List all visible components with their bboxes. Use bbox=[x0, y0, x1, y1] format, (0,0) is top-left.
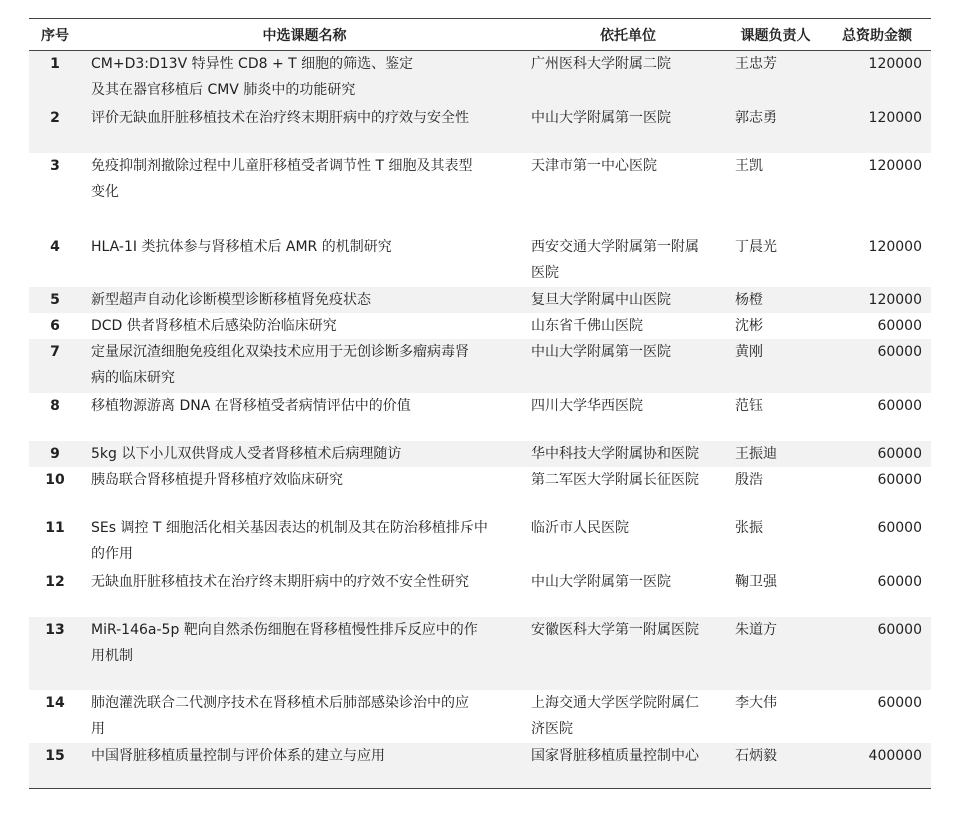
cell-unit: 中山大学附属第一医院 bbox=[528, 105, 728, 153]
cell-lead: 王凯 bbox=[735, 158, 763, 174]
cell-unit: 四川大学华西医院 bbox=[531, 398, 643, 414]
cell-lead: 殷浩 bbox=[735, 472, 763, 488]
cell-lead: 李大伟 bbox=[735, 695, 777, 711]
cell-unit: 中山大学附属第一医院 bbox=[528, 339, 728, 393]
cell-title: 评价无缺血肝脏移植技术在治疗终末期肝病中的疗效与安全性 bbox=[81, 105, 528, 153]
cell-no: 4 bbox=[50, 239, 60, 255]
cell-title: 肺泡灌洗联合二代测序技术在肾移植术后肺部感染诊治中的应 用 bbox=[91, 695, 469, 737]
cell-unit: 第二军医大学附属长征医院 bbox=[531, 472, 699, 488]
cell-unit: 天津市第一中心医院 bbox=[531, 158, 657, 174]
cell-no: 3 bbox=[50, 158, 60, 174]
header-lead: 课题负责人 bbox=[740, 27, 811, 44]
table-row bbox=[29, 234, 931, 287]
cell-lead: 王振迪 bbox=[728, 441, 823, 467]
cell-lead: 鞠卫强 bbox=[735, 574, 777, 590]
cell-amount: 60000 bbox=[877, 695, 922, 711]
table-row bbox=[29, 690, 931, 743]
cell-lead: 张振 bbox=[735, 520, 763, 536]
cell-no: 13 bbox=[29, 617, 81, 690]
cell-amount: 60000 bbox=[823, 617, 931, 690]
cell-lead: 沈彬 bbox=[735, 318, 763, 334]
cell-lead: 丁晨光 bbox=[735, 239, 777, 255]
header-unit: 依托单位 bbox=[600, 27, 656, 44]
cell-title: SEs 调控 T 细胞活化相关基因表达的机制及其在防治移植排斥中 的作用 bbox=[91, 520, 488, 562]
cell-title: 定量尿沉渣细胞免疫组化双染技术应用于无创诊断多瘤病毒肾 病的临床研究 bbox=[81, 339, 528, 393]
cell-unit: 国家肾脏移植质量控制中心 bbox=[528, 743, 728, 789]
cell-amount: 120000 bbox=[868, 158, 922, 174]
table-row bbox=[29, 617, 931, 690]
cell-title: CM+D3:D13V 特异性 CD8 + T 细胞的筛选、鉴定 及其在器官移植后 CMV 肺炎中的功能研究 bbox=[81, 51, 528, 106]
cell-lead: 朱道方 bbox=[728, 617, 823, 690]
cell-unit: 中山大学附属第一医院 bbox=[531, 574, 671, 590]
table-row bbox=[29, 105, 931, 153]
cell-title: 胰岛联合肾移植提升肾移植疗效临床研究 bbox=[91, 472, 343, 488]
cell-amount: 60000 bbox=[877, 398, 922, 414]
table-row bbox=[29, 441, 931, 467]
cell-title: DCD 供者肾移植术后感染防治临床研究 bbox=[91, 318, 337, 334]
cell-lead: 石炳毅 bbox=[728, 743, 823, 789]
cell-amount: 120000 bbox=[823, 287, 931, 313]
cell-title: MiR-146a-5p 靶向自然杀伤细胞在肾移植慢性排斥反应中的作 用机制 bbox=[81, 617, 528, 690]
cell-title: 移植物源游离 DNA 在肾移植受者病情评估中的价值 bbox=[91, 398, 411, 414]
cell-amount: 120000 bbox=[868, 239, 922, 255]
cell-amount: 60000 bbox=[823, 339, 931, 393]
table-row bbox=[29, 339, 931, 393]
cell-no: 8 bbox=[50, 398, 60, 414]
table-row bbox=[29, 313, 931, 339]
cell-no: 6 bbox=[50, 318, 60, 334]
cell-unit: 上海交通大学医学院附属仁 济医院 bbox=[531, 695, 699, 737]
cell-unit: 复旦大学附属中山医院 bbox=[528, 287, 728, 313]
cell-no: 15 bbox=[29, 743, 81, 789]
table-row bbox=[29, 287, 931, 313]
cell-no: 5 bbox=[29, 287, 81, 313]
table-row bbox=[29, 153, 931, 234]
table-row bbox=[29, 467, 931, 515]
cell-amount: 60000 bbox=[877, 472, 922, 488]
cell-title: 免疫抑制剂撤除过程中儿童肝移植受者调节性 T 细胞及其表型 变化 bbox=[91, 158, 473, 200]
cell-title: 5kg 以下小儿双供肾成人受者肾移植术后病理随访 bbox=[81, 441, 528, 467]
cell-lead: 王忠芳 bbox=[728, 51, 823, 106]
cell-amount: 60000 bbox=[877, 574, 922, 590]
table-row bbox=[29, 393, 931, 441]
cell-amount: 60000 bbox=[877, 318, 922, 334]
header-no: 序号 bbox=[41, 27, 69, 44]
project-table-container bbox=[29, 18, 931, 789]
cell-lead: 黄刚 bbox=[728, 339, 823, 393]
cell-no: 2 bbox=[29, 105, 81, 153]
table-row bbox=[29, 515, 931, 569]
cell-amount: 120000 bbox=[823, 51, 931, 106]
cell-unit: 广州医科大学附属二院 bbox=[528, 51, 728, 106]
cell-lead: 郭志勇 bbox=[728, 105, 823, 153]
cell-lead: 杨橙 bbox=[728, 287, 823, 313]
cell-unit: 安徽医科大学第一附属医院 bbox=[528, 617, 728, 690]
cell-no: 11 bbox=[45, 520, 65, 536]
cell-lead: 范钰 bbox=[735, 398, 763, 414]
cell-title: 中国肾脏移植质量控制与评价体系的建立与应用 bbox=[81, 743, 528, 789]
cell-amount: 120000 bbox=[823, 105, 931, 153]
cell-no: 10 bbox=[45, 472, 65, 488]
cell-unit: 临沂市人民医院 bbox=[531, 520, 629, 536]
cell-amount: 400000 bbox=[823, 743, 931, 789]
project-table bbox=[29, 18, 931, 789]
cell-title: 无缺血肝脏移植技术在治疗终末期肝病中的疗效不安全性研究 bbox=[91, 574, 469, 590]
cell-no: 14 bbox=[45, 695, 65, 711]
cell-unit: 华中科技大学附属协和医院 bbox=[528, 441, 728, 467]
table-body bbox=[29, 51, 931, 789]
cell-unit: 山东省千佛山医院 bbox=[531, 318, 643, 334]
header-title: 中选课题名称 bbox=[262, 27, 347, 44]
table-row bbox=[29, 569, 931, 617]
table-row bbox=[29, 51, 931, 106]
cell-amount: 60000 bbox=[877, 520, 922, 536]
table-header-row bbox=[29, 19, 931, 51]
cell-amount: 60000 bbox=[823, 441, 931, 467]
cell-title: 新型超声自动化诊断模型诊断移植肾免疫状态 bbox=[81, 287, 528, 313]
cell-no: 12 bbox=[45, 574, 65, 590]
cell-unit: 西安交通大学附属第一附属 医院 bbox=[531, 239, 699, 281]
cell-no: 9 bbox=[29, 441, 81, 467]
table-row bbox=[29, 743, 931, 789]
header-amount: 总资助金额 bbox=[842, 27, 912, 44]
cell-no: 1 bbox=[29, 51, 81, 106]
cell-title: HLA-1I 类抗体参与肾移植术后 AMR 的机制研究 bbox=[91, 239, 392, 255]
cell-no: 7 bbox=[29, 339, 81, 393]
